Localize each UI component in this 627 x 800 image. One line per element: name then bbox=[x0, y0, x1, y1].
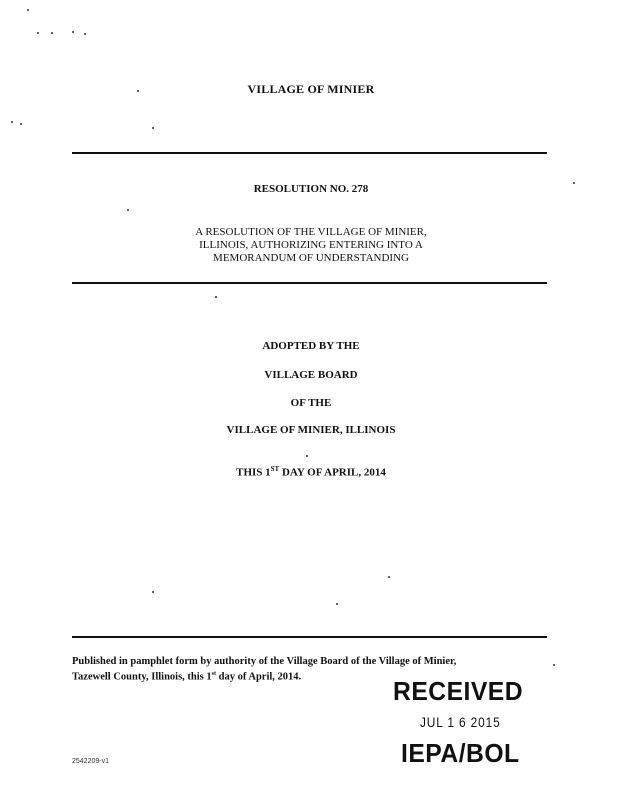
scan-speck bbox=[336, 603, 338, 605]
adoption-date-prefix: THIS 1 bbox=[236, 466, 271, 479]
publication-line-prefix: Tazewell County, Illinois, this 1 bbox=[72, 671, 212, 683]
village-board-line: VILLAGE BOARD bbox=[264, 369, 358, 381]
village-name-line: VILLAGE OF MINIER, ILLINOIS bbox=[226, 424, 396, 436]
scan-speck bbox=[388, 576, 390, 578]
publication-line: Published in pamphlet form by authority of the Village Board of the Village of Minier, bbox=[72, 656, 457, 667]
scan-speck bbox=[11, 121, 13, 123]
scan-speck bbox=[84, 33, 86, 35]
village-heading: VILLAGE OF MINIER bbox=[247, 82, 375, 96]
scan-speck bbox=[573, 182, 575, 184]
adoption-date-line bbox=[72, 465, 550, 479]
publication-line-suffix: day of April, 2014. bbox=[215, 671, 302, 683]
bottom-rule bbox=[72, 636, 547, 638]
adopted-by-line: ADOPTED BY THE bbox=[262, 340, 360, 352]
scan-speck bbox=[51, 32, 53, 34]
scan-speck bbox=[215, 296, 217, 298]
resolution-title-line: MEMORANDUM OF UNDERSTANDING bbox=[213, 252, 409, 264]
received-stamp-office: IEPA/BOL bbox=[401, 738, 520, 768]
scan-speck bbox=[152, 591, 154, 593]
top-rule bbox=[72, 152, 547, 154]
scan-speck bbox=[152, 127, 154, 129]
scan-speck bbox=[20, 123, 22, 125]
scan-speck bbox=[27, 9, 29, 11]
received-stamp-date: JUL 1 6 2015 bbox=[420, 714, 501, 730]
document-id: 2542209-v1 bbox=[72, 758, 109, 765]
of-the-line: OF THE bbox=[290, 397, 332, 409]
received-stamp: RECEIVED bbox=[393, 676, 524, 706]
adoption-date-suffix: DAY OF APRIL, 2014 bbox=[279, 466, 386, 479]
scan-speck bbox=[37, 32, 39, 34]
resolution-title bbox=[72, 226, 550, 265]
resolution-title-line: A RESOLUTION OF THE VILLAGE OF MINIER, bbox=[195, 226, 427, 238]
scan-speck bbox=[72, 31, 74, 33]
adoption-date-ordinal: ST bbox=[270, 465, 280, 473]
scan-speck bbox=[127, 209, 129, 211]
resolution-number: RESOLUTION NO. 278 bbox=[253, 183, 369, 195]
middle-rule bbox=[72, 282, 547, 284]
resolution-title-line: ILLINOIS, AUTHORIZING ENTERING INTO A bbox=[199, 239, 423, 251]
publication-ordinal: st bbox=[211, 671, 216, 677]
scan-speck bbox=[306, 455, 308, 457]
